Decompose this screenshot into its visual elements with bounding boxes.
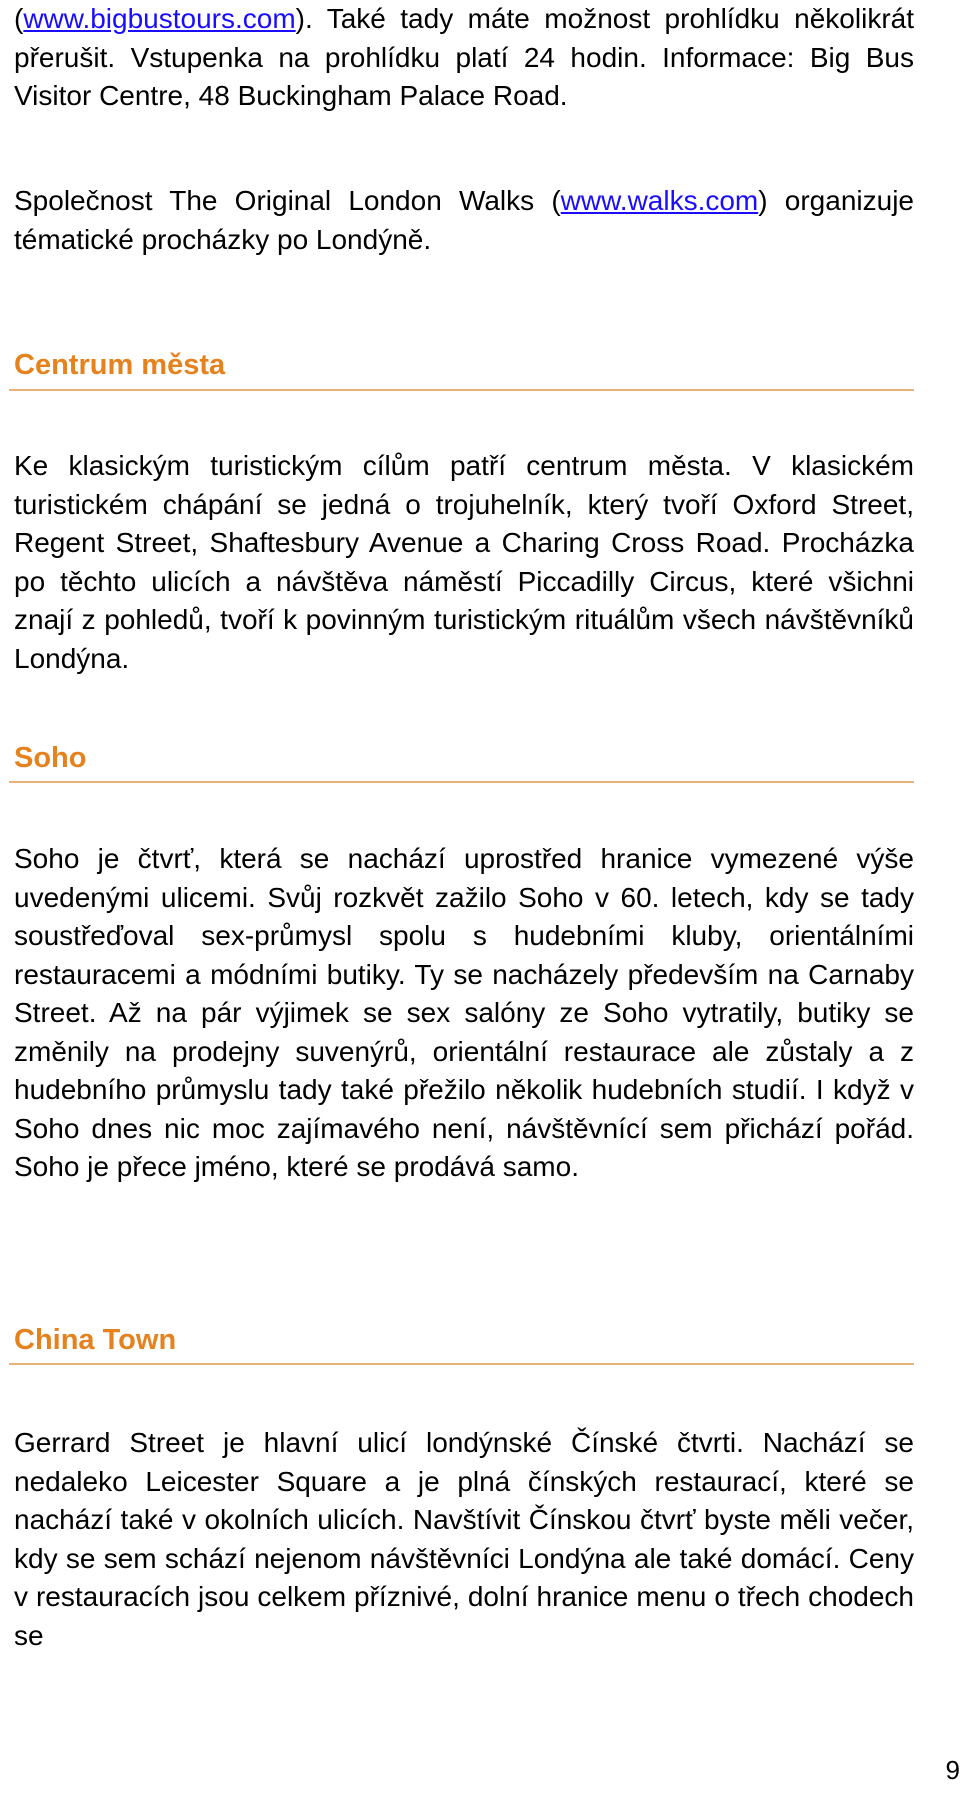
- intro-block: [14, 0, 914, 116]
- bigbustours-link[interactable]: www.bigbustours.com: [23, 3, 296, 34]
- section-text-centrum: Ke klasickým turistickým cílům patří centrum města. V klasickém turistickém chápání se jedná o trojuhelník, který tvoří Oxford Street, Regent Street, Shaftesbury Avenue a Charing Cross Road. Procházka po těchto ulicích a návštěva náměstí Piccadilly Circus, které všichni znají z pohledů, tvoří k povinným turistickým rituálům všech návštěvníků Londýna.: [14, 450, 914, 674]
- section-soho: [14, 738, 914, 778]
- intro-paragraph-2: [14, 182, 914, 259]
- section-heading-china-town: China Town: [14, 1324, 177, 1356]
- walks-link[interactable]: www.walks.com: [560, 185, 759, 216]
- section-china-town: [14, 1320, 914, 1360]
- section-body-soho: [14, 840, 914, 1187]
- section-text-soho: Soho je čtvrť, která se nachází uprostřed hranice vymezené výše uvedenými ulicemi. Svůj rozkvět zažilo Soho v 60. letech, kdy se tady soustřeďoval sex-průmysl spolu s hudebními kluby, orientálními restauracemi a módními butiky. Ty se nacházely především na Carnaby Street. Až na pár výjimek se sex salóny ze Soho vytratily, butiky se změnily na prodejny suvenýrů, orientální restaurace ale zůstaly a z hudebního průmyslu tady také přežilo několik hudebních studií. I když v Soho dnes nic moc zajímavého není, návštěvnící sem přichází pořád. Soho je přece jméno, které se prodává samo.: [14, 843, 914, 1182]
- intro-p1-open: (: [14, 3, 24, 34]
- section-heading-centrum: Centrum města: [14, 349, 226, 381]
- section-centrum: [14, 345, 914, 385]
- section-body-centrum: [14, 447, 914, 678]
- section-rule-soho: [9, 781, 914, 783]
- intro-paragraph-1: [14, 0, 914, 116]
- intro-p2-start: Společnost The Original London Walks (: [14, 185, 561, 216]
- page-number: 9: [945, 1755, 960, 1785]
- intro-p1-rest: ). Také tady máte možnost prohlídku několikrát přerušit. Vstupenka na prohlídku platí 24 hodin. Informace: Big Bus Visitor Centre, 48 Buckingham Palace Road.: [14, 3, 914, 111]
- section-text-china-town: Gerrard Street je hlavní ulicí londýnské Čínské čtvrti. Nachází se nedaleko Leicester Square a je plná čínských restaurací, které se nachází také v okolních ulicích. Navštívit Čínskou čtvrť byste měli večer, kdy se sem schází nejenom návštěvníci Londýna ale také domácí. Ceny v restauracích jsou celkem příznivé, dolní hranice menu o třech chodech se: [14, 1427, 914, 1651]
- intro-p2-end: ) organizuje tématické procházky po Londýně.: [14, 185, 914, 255]
- section-body-china-town: [14, 1424, 914, 1655]
- section-heading-soho: Soho: [14, 742, 87, 774]
- section-rule-china-town: [9, 1363, 914, 1365]
- section-rule-centrum: [9, 389, 914, 391]
- intro-block-2: [14, 182, 914, 259]
